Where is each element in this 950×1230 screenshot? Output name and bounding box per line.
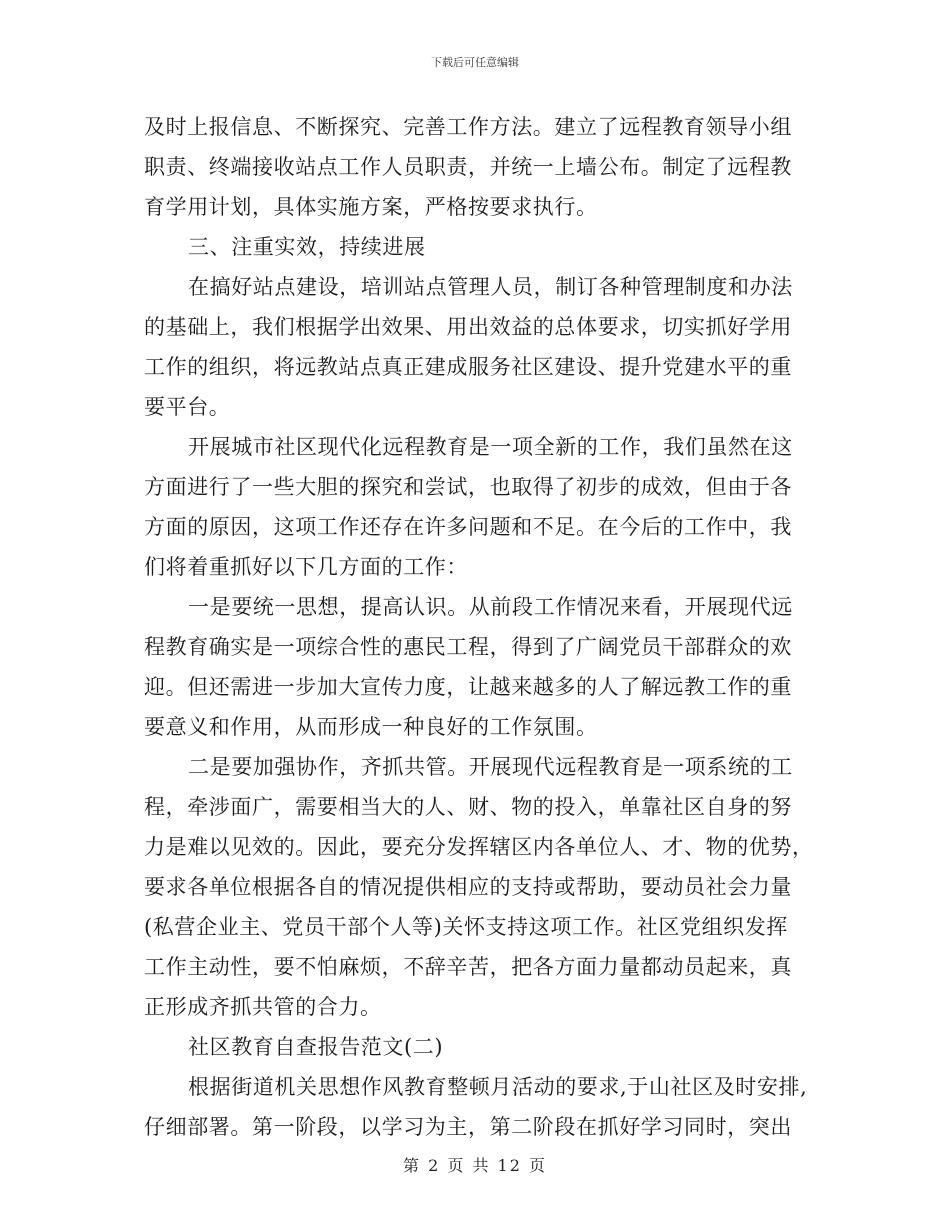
text-line: 方面的原因，这项工作还存在许多问题和不足。在今后的工作中，我 bbox=[144, 515, 792, 539]
text-line: 程教育确实是一项综合性的惠民工程，得到了广阔党员干部群众的欢 bbox=[144, 635, 792, 659]
text-line: 要求各单位根据各自的情况提供相应的支持或帮助，要动员社会力量 bbox=[144, 875, 792, 899]
text-line: 力是难以见效的。因此，要充分发挥辖区内各单位人、才、物的优势， bbox=[144, 835, 814, 859]
page-number: 第 2 页 共 12 页 bbox=[403, 1156, 547, 1175]
section-heading: 社区教育自查报告范文(二) bbox=[188, 1035, 444, 1059]
text-line: 仔细部署。第一阶段，以学习为主，第二阶段在抓好学习同时，突出 bbox=[144, 1115, 792, 1139]
text-line: 工作主动性，要不怕麻烦，不辞辛苦，把各方面力量都动员起来，真 bbox=[144, 955, 792, 979]
section-heading: 三、注重实效，持续进展 bbox=[188, 235, 426, 259]
text-line: 迎。但还需进一步加大宣传力度，让越来越多的人了解远教工作的重 bbox=[144, 675, 792, 699]
text-line: 在搞好站点建设，培训站点管理人员，制订各种管理制度和办法 bbox=[188, 275, 793, 299]
text-line: 的基础上，我们根据学出效果、用出效益的总体要求，切实抓好学用 bbox=[144, 315, 792, 339]
text-line: 开展城市社区现代化远程教育是一项全新的工作，我们虽然在这 bbox=[188, 435, 793, 459]
text-line: 方面进行了一些大胆的探究和尝试，也取得了初步的成效，但由于各 bbox=[144, 475, 792, 499]
text-line: 根据街道机关思想作风教育整顿月活动的要求,于山社区及时安排, bbox=[188, 1075, 808, 1099]
header-note: 下载后可任意编辑 bbox=[431, 56, 519, 69]
text-line: 一是要统一思想，提高认识。从前段工作情况来看，开展现代远 bbox=[188, 595, 793, 619]
text-line: 们将着重抓好以下几方面的工作： bbox=[144, 555, 468, 579]
text-line: 程，牵涉面广，需要相当大的人、财、物的投入，单靠社区自身的努 bbox=[144, 795, 792, 819]
text-line: 要平台。 bbox=[144, 395, 231, 419]
text-line: 要意义和作用，从而形成一种良好的工作氛围。 bbox=[144, 715, 598, 739]
text-line: 二是要加强协作，齐抓共管。开展现代远程教育是一项系统的工 bbox=[188, 755, 793, 779]
text-line: 工作的组织，将远教站点真正建成服务社区建设、提升党建水平的重 bbox=[144, 355, 792, 379]
document-body bbox=[144, 107, 812, 1147]
text-line: 育学用计划，具体实施方案，严格按要求执行。 bbox=[144, 195, 598, 219]
text-line: 及时上报信息、不断探究、完善工作方法。建立了远程教育领导小组 bbox=[144, 115, 792, 139]
text-line: (私营企业主、党员干部个人等)关怀支持这项工作。社区党组织发挥 bbox=[144, 915, 788, 939]
text-line: 正形成齐抓共管的合力。 bbox=[144, 995, 382, 1019]
text-line: 职责、终端接收站点工作人员职责，并统一上墙公布。制定了远程教 bbox=[144, 155, 792, 179]
